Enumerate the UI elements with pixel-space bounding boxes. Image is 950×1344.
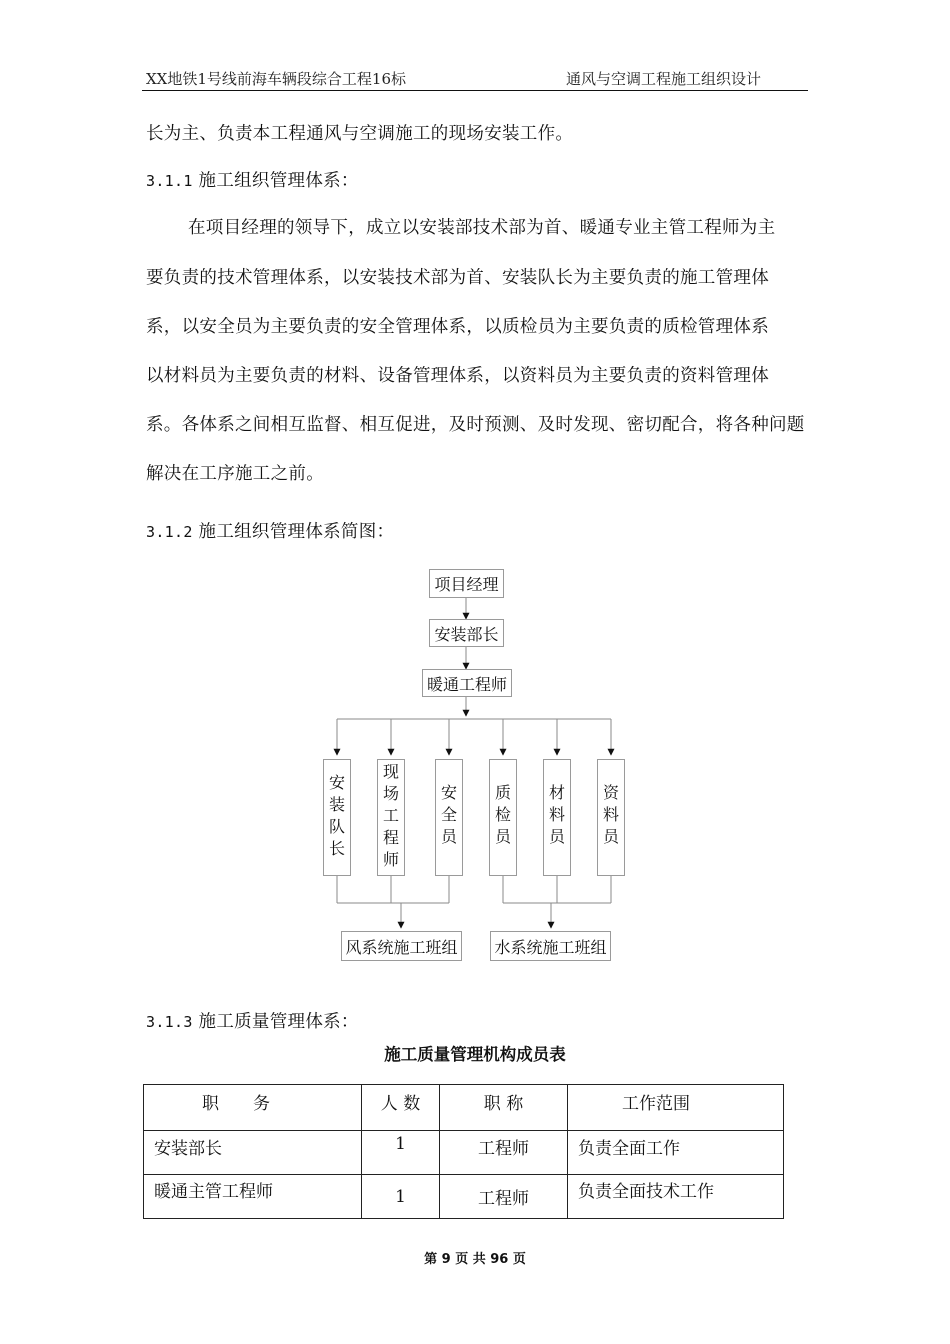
table-cell-title: 工程师: [440, 1131, 568, 1175]
org-box-installation-captain: [323, 759, 351, 876]
table-header-row: [144, 1085, 784, 1131]
section-heading-3-1-1: [146, 167, 359, 192]
table-cell-position: 安装部长: [144, 1131, 362, 1175]
org-box-project-manager: 项目经理: [429, 569, 504, 598]
org-box-char: 员: [548, 827, 565, 846]
org-box-char: 质: [494, 783, 511, 802]
org-box-char: 队: [328, 817, 345, 836]
paragraph-line: 以材料员为主要负责的材料、设备管理体系，以资料员为主要负责的资料管理体: [146, 366, 769, 386]
org-box-char: 料: [548, 805, 565, 824]
table-cell-count: 1: [362, 1175, 440, 1219]
table-cell-count: 1: [362, 1131, 440, 1175]
table-header-count: 人 数: [362, 1085, 440, 1131]
org-box-water-system-team: 水系统施工班组: [490, 931, 611, 961]
table-row: [144, 1175, 784, 1219]
org-box-material-officer: [543, 759, 571, 876]
table-cell-scope: 负责全面工作: [568, 1131, 784, 1175]
header-rule: [142, 90, 808, 91]
paragraph-line: 长为主、负责本工程通风与空调施工的现场安装工作。: [146, 124, 574, 144]
org-box-char: 安: [440, 783, 457, 802]
org-box-quality-inspector: [489, 759, 517, 876]
section-number: 3.1.3: [146, 1013, 193, 1031]
org-box-char: 现: [382, 762, 399, 781]
org-box-char: 场: [382, 784, 399, 803]
org-box-char: 资: [602, 783, 619, 802]
org-box-document-officer: [597, 759, 625, 876]
table-row: [144, 1131, 784, 1175]
table-header-position: 职 务: [144, 1085, 362, 1131]
paragraph-line: 系，以安全员为主要负责的安全管理体系，以质检员为主要负责的质检管理体系: [146, 317, 769, 337]
org-box-char: 师: [382, 850, 399, 869]
org-box-char: 程: [382, 828, 399, 847]
org-box-char: 检: [494, 805, 511, 824]
org-box-char: 员: [494, 827, 511, 846]
org-box-char: 全: [440, 805, 457, 824]
org-box-air-system-team: 风系统施工班组: [341, 931, 462, 961]
table-header-title: 职 称: [440, 1085, 568, 1131]
org-box-site-engineer: [377, 759, 405, 876]
page-footer: 第 9 页 共 96 页: [424, 1252, 526, 1267]
table-title: 施工质量管理机构成员表: [384, 1045, 566, 1064]
table-cell-title: 工程师: [440, 1175, 568, 1219]
table-header-scope: 工作范围: [568, 1085, 784, 1131]
section-heading-3-1-2: [146, 518, 394, 543]
section-heading-3-1-3: [146, 1008, 359, 1033]
quality-staff-table: [143, 1084, 784, 1219]
org-box-safety-officer: [435, 759, 463, 876]
org-box-char: 长: [328, 839, 345, 858]
org-box-char: 料: [602, 805, 619, 824]
org-box-char: 材: [548, 783, 565, 802]
org-box-char: 安: [328, 773, 345, 792]
header-document-title: 通风与空调工程施工组织设计: [566, 70, 762, 88]
section-title: 施工质量管理体系：: [198, 1012, 359, 1032]
paragraph-line: 在项目经理的领导下，成立以安装部技术部为首、暖通专业主管工程师为主: [188, 218, 776, 238]
paragraph-line: 解决在工序施工之前。: [146, 464, 324, 484]
org-box-char: 员: [602, 827, 619, 846]
org-box-char: 员: [440, 827, 457, 846]
org-box-hvac-engineer: 暖通工程师: [422, 669, 512, 697]
header-project-name: XX地铁1号线前海车辆段综合工程16标: [146, 70, 406, 88]
paragraph-line: 系。各体系之间相互监督、相互促进，及时预测、及时发现、密切配合，将各种问题: [146, 415, 805, 435]
org-box-installation-head: 安装部长: [429, 619, 504, 647]
section-title: 施工组织管理体系简图：: [198, 522, 395, 542]
org-box-char: 装: [328, 795, 345, 814]
section-number: 3.1.2: [146, 523, 193, 541]
table-cell-scope: 负责全面技术工作: [568, 1175, 784, 1219]
section-title: 施工组织管理体系：: [198, 171, 359, 191]
section-number: 3.1.1: [146, 172, 193, 190]
paragraph-line: 要负责的技术管理体系，以安装技术部为首、安装队长为主要负责的施工管理体: [146, 268, 769, 288]
org-box-char: 工: [382, 806, 399, 825]
table-cell-position: 暖通主管工程师: [144, 1175, 362, 1219]
